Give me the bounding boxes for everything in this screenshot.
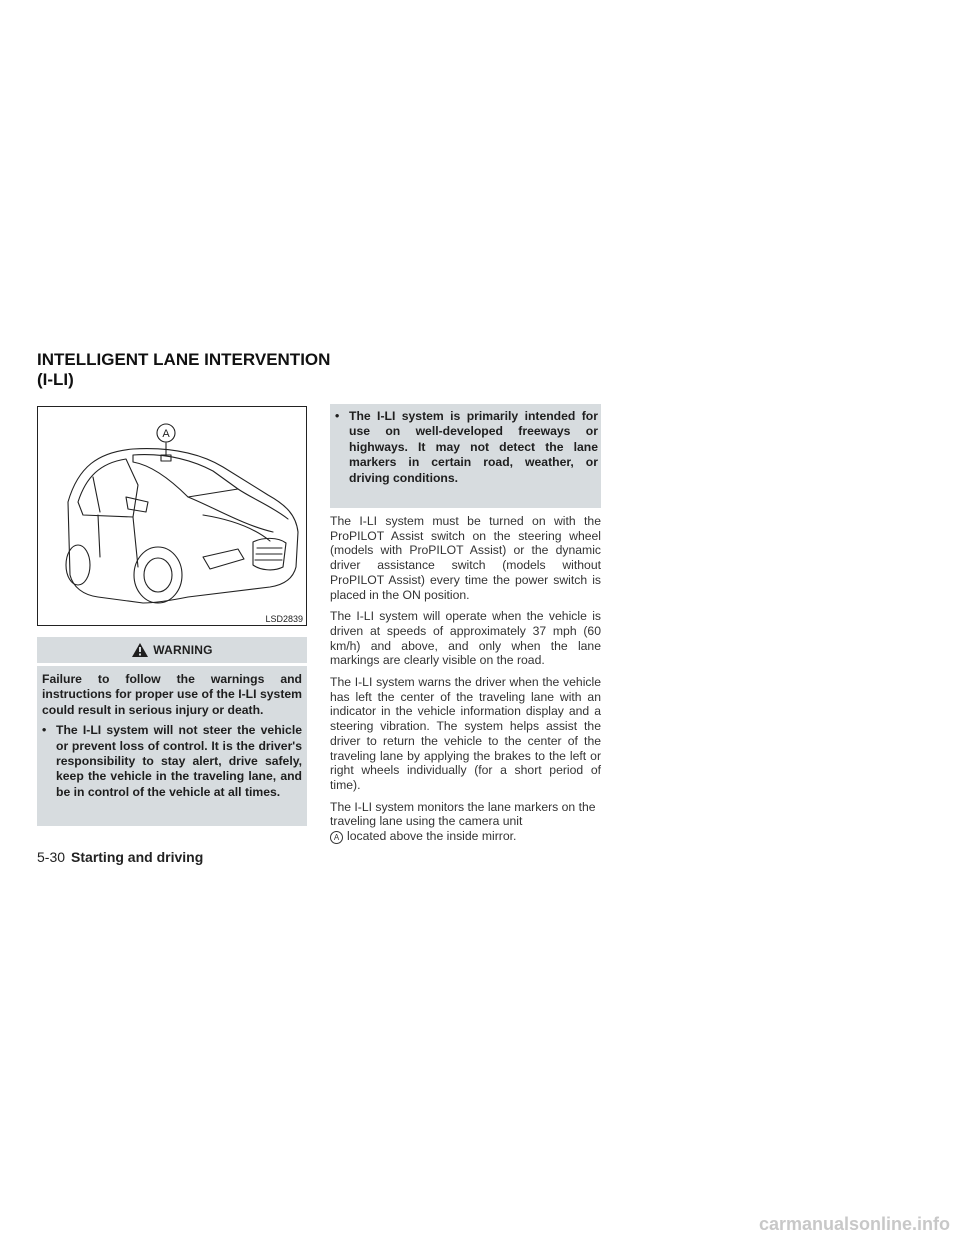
- paragraph-tail: located above the inside mirror.: [347, 829, 517, 844]
- car-windshield-camera-icon: [38, 407, 306, 625]
- chapter-title: Starting and driving: [71, 849, 204, 865]
- bullet-marker: •: [42, 723, 47, 738]
- figure-code: LSD2839: [265, 614, 303, 624]
- warning-triangle-icon: [131, 642, 149, 658]
- paragraph: The I-LI system will operate when the vehicle is driven at speeds of approximately 37 mph (60 km/h) and above, and only when the lane markings are clearly visible on the road.: [330, 609, 601, 668]
- paragraph: The I-LI system warns the driver when the vehicle has left the center of the traveling lane with an indicator in the vehicle information display and a steering vibration. The system helps assist the driver to return the vehicle to the center of the traveling lane by applying the brakes to the left or right wheels individually (for a short period of time).: [330, 675, 601, 792]
- paragraph: The I-LI system must be turned on with the ProPILOT Assist switch on the steering wheel (models with ProPILOT Assist) or the dynamic driver assistance switch (models without ProPILOT Assist) every time the power switch is placed in the ON position.: [330, 514, 601, 602]
- warning-intro: Failure to follow the warnings and instructions for proper use of the I-LI system could result in serious injury or death.: [42, 672, 302, 717]
- page-footer: [37, 849, 203, 865]
- section-title-line1: INTELLIGENT LANE INTERVENTION: [37, 350, 331, 369]
- section-title-line2: (I-LI): [37, 370, 74, 389]
- callout-a-marker: A: [330, 831, 343, 844]
- warning-body: [37, 666, 307, 826]
- paragraph: [330, 800, 601, 844]
- warning-bullet: [335, 409, 598, 486]
- section-title: [37, 350, 337, 390]
- page-number: 5-30: [37, 849, 66, 865]
- warning-header: [37, 637, 307, 663]
- warning-bullet-text: The I-LI system is primarily intended for use on well-developed freeways or highways. It may not detect the lane markers in certain road, weather, or driving conditions.: [349, 409, 598, 485]
- warning-bullet: [42, 723, 302, 800]
- car-illustration-figure: [37, 406, 307, 626]
- figure-callout-a: A: [162, 428, 170, 440]
- warning-label: WARNING: [153, 643, 213, 657]
- warning-bullet-text: The I-LI system will not steer the vehicle or prevent loss of control. It is the driver's responsibility to stay alert, drive safely, keep the vehicle in the traveling lane, and be in control of the vehicle at all times.: [56, 723, 302, 799]
- bullet-marker: •: [335, 409, 340, 423]
- warning-continuation: [330, 404, 601, 508]
- paragraph-text: The I-LI system monitors the lane markers on the traveling lane using the camera unit: [330, 799, 596, 829]
- watermark: carmanualsonline.info: [758, 1214, 950, 1234]
- body-text: [330, 514, 601, 851]
